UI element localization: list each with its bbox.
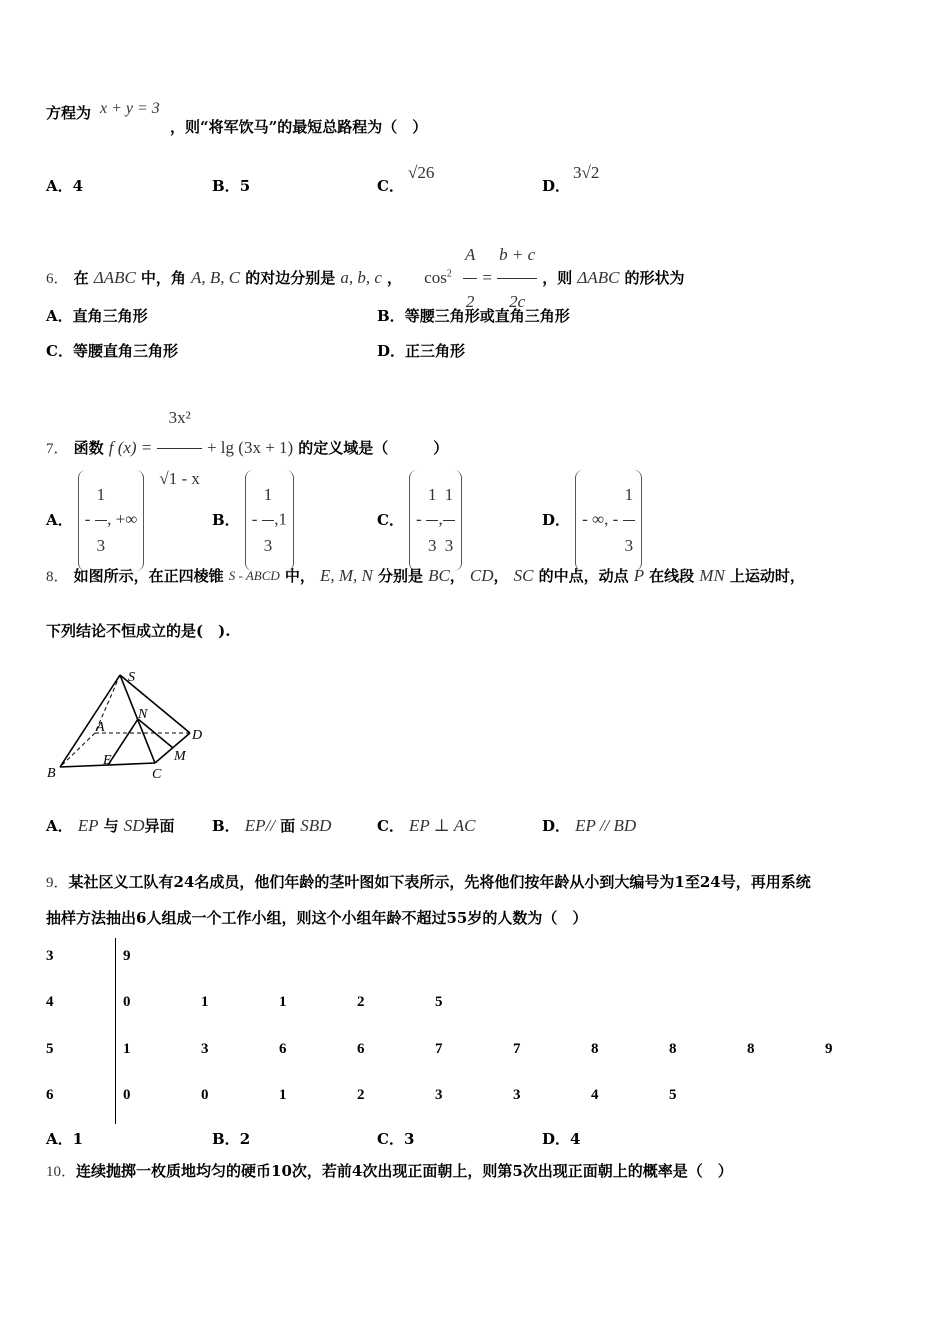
- leaf-value: 1: [279, 994, 287, 1010]
- q7-option-a: A． - $\frac{1}{3}$ , +∞: [46, 470, 144, 571]
- leaf-value: 2: [357, 994, 365, 1010]
- q9-option-d: D．4: [542, 1130, 581, 1148]
- q8-option-c: C． EP ⊥ AC: [377, 816, 476, 835]
- pyramid-figure: [40, 665, 220, 785]
- q9-stem-line2: 抽样方法抽出6人组成一个工作小组，则这个小组年龄不超过55岁的人数为（ ）: [46, 909, 588, 927]
- label-B: B: [47, 766, 56, 781]
- leaf-value: 5: [669, 1087, 677, 1103]
- edge-AB: [60, 733, 95, 767]
- leaf-value: 7: [513, 1041, 521, 1057]
- leaf-value: 3: [201, 1041, 209, 1057]
- leaf-value: 3: [513, 1087, 521, 1103]
- q7-option-d: D． - ∞, - $\frac{1}{3}$: [542, 470, 642, 571]
- q5-option-d-value: 3√2: [573, 163, 600, 182]
- leaf-value: 9: [123, 948, 131, 964]
- leaf-value: 8: [591, 1041, 599, 1057]
- q8-option-b: B． EP// 面 SBD: [212, 816, 332, 835]
- leaf-value: 6: [357, 1041, 365, 1057]
- q8-stem: 8． 如图所示，在正四棱锥 $^{S - ABCD}$ 中， E, M, N 分别是 BC， CD， SC 的中点，动点 P 在线段 MN 上运动时，: [46, 566, 805, 585]
- q6-option-b: B．等腰三角形或直角三角形: [377, 307, 570, 325]
- leaf-value: 5: [435, 994, 443, 1010]
- leaf-value: 3: [435, 1087, 443, 1103]
- q5-option-d-label: D．: [542, 177, 571, 195]
- label-M: M: [174, 749, 186, 764]
- stem-value: 4: [46, 994, 54, 1010]
- leaf-value: 6: [279, 1041, 287, 1057]
- q5-option-b: B．5: [212, 177, 251, 195]
- label-A: A: [96, 720, 105, 735]
- leaf-value: 0: [201, 1087, 209, 1103]
- leaf-value: 1: [201, 994, 209, 1010]
- leaf-value: 4: [591, 1087, 599, 1103]
- leaf-value: 9: [825, 1041, 833, 1057]
- stem-leaf-divider: [115, 938, 116, 1124]
- leaf-value: 0: [123, 994, 131, 1010]
- stem-value: 3: [46, 948, 54, 964]
- q6-option-c: C．等腰直角三角形: [46, 342, 178, 360]
- label-S: S: [128, 670, 135, 685]
- q9-stem-line1: 9．某社区义工队有24名成员，他们年龄的茎叶图如下表所示，先将他们按年龄从小到大编号为1至24号，再用系统: [46, 873, 811, 891]
- q5-option-c-label: C．: [377, 177, 404, 195]
- label-C: C: [152, 767, 162, 782]
- q8-option-a: A． EP 与 SD异面: [46, 816, 175, 835]
- label-N: N: [138, 707, 148, 722]
- q5-option-a: A．4: [46, 177, 84, 195]
- stem-value: 6: [46, 1087, 54, 1103]
- q5-equation: x + y = 3: [100, 100, 160, 117]
- label-E: E: [103, 753, 112, 768]
- label-D: D: [192, 728, 203, 743]
- segment-NE: [108, 719, 138, 765]
- q5-option-c-value: √26: [408, 163, 435, 182]
- q9-option-c: C．3: [377, 1130, 415, 1148]
- q6-option-a: A．直角三角形: [46, 307, 148, 325]
- stem-value: 5: [46, 1041, 54, 1057]
- leaf-value: 2: [357, 1087, 365, 1103]
- q7-stem: 7． 函数 f (x) = $\frac{\text{3x²}}{√1 - x}$ + lg (3x + 1) 的定义域是（ ）: [46, 388, 448, 509]
- leaf-value: 1: [279, 1087, 287, 1103]
- q8-option-d: D． EP // BD: [542, 816, 637, 835]
- q9-option-a: A．1: [46, 1130, 84, 1148]
- leaf-value: 0: [123, 1087, 131, 1103]
- q6-option-d: D．正三角形: [377, 342, 466, 360]
- leaf-value: 8: [747, 1041, 755, 1057]
- leaf-value: 8: [669, 1041, 677, 1057]
- q5-suffix: ，则“将军饮马”的最短总路程为（ ）: [170, 118, 428, 136]
- q10-stem: 10．连续抛掷一枚质地均匀的硬币10次，若前4次出现正面朝上，则第5次出现正面朝上的概率是（ ）: [46, 1162, 733, 1180]
- q8-stem-line2: 下列结论不恒成立的是( ).: [46, 622, 231, 640]
- q9-option-b: B．2: [212, 1130, 251, 1148]
- q6-stem: 6． 在 ΔABC 中，角 A, B, C 的对边分别是 a, b, c ， $\cos^2$ $\frac{A}{2}$ = $\frac{b + c}{2c}$ ，则 ΔABC 的形状为: [46, 232, 685, 325]
- q7-option-b: B． - $\frac{1}{3}$ ,1: [212, 470, 294, 571]
- leaf-value: 7: [435, 1041, 443, 1057]
- leaf-value: 1: [123, 1041, 131, 1057]
- q7-option-c: C． - $\frac{1}{3}$ , $\frac{1}{3}$: [377, 470, 462, 571]
- q5-stem: 方程为: [46, 104, 92, 122]
